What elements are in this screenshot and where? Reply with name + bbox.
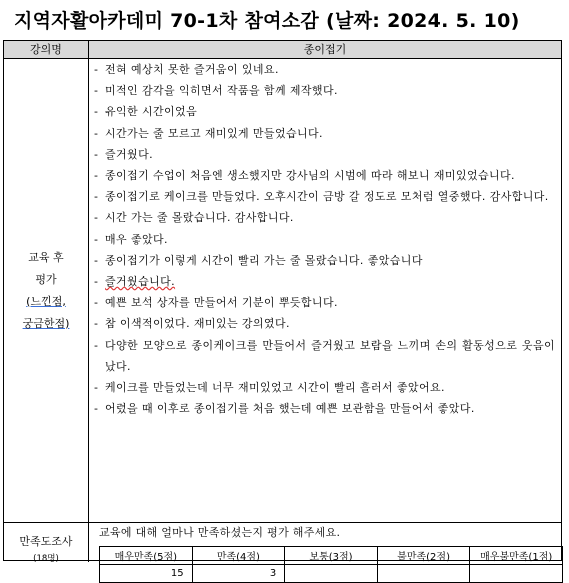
very-satisfied-value: 15 [100,565,193,583]
comment-item: - 매우 좋았다. [94,229,555,250]
comment-item: - 유익한 시간이었음 [94,101,555,122]
satisfaction-cell [89,522,561,579]
satisfied-header: 만족(4점) [192,547,285,565]
comment-item: - 어렸을 때 이후로 종이접기를 처음 했는데 예쁜 보관함을 만들어서 좋았다. [94,398,555,419]
comment-item: - 즐거웠습니다. [94,271,555,292]
page-title: 지역자활아카데미 70-1차 참여소감 (날짜: 2024. 5. 10) [14,10,520,32]
dissatisfied-header: 불만족(2점) [377,547,470,565]
comment-item: - 시간가는 줄 모르고 재미있게 만들었습니다. [94,123,555,144]
satisfaction-label-cell [4,522,89,562]
comment-item: - 미적인 감각을 익히면서 작품을 함께 제작했다. [94,80,555,101]
dissatisfied-value [377,565,470,583]
label-line-2: 평가 [35,272,57,286]
respondent-count: (18명) [33,554,59,564]
comment-item: - 시간 가는 줄 몰랐습니다. 감사합니다. [94,207,555,228]
evaluation-label-cell [4,59,89,522]
very-dissatisfied-value [470,565,563,583]
evaluation-label [23,247,70,335]
comment-item: - 전혀 예상치 못한 즐거움이 있네요. [94,59,555,80]
comment-item: - 예쁜 보석 상자를 만들어서 기분이 뿌듯합니다. [94,292,555,313]
label-line-4: 궁금한점) [22,316,70,330]
comment-item: - 다양한 모양으로 종이케이크를 만들어서 즐거웠고 보람을 느끼며 손의 활동성으로 웃음이 났다. [94,335,555,377]
satisfaction-question: 교육에 대해 얼마나 만족하셨는지 평가 해주세요. [99,526,341,539]
comment-item: - 케이크를 만들었는데 너무 재미있었고 시간이 빨리 흘러서 좋았어요. [94,377,555,398]
label-line-3: (느낀점, [26,294,66,308]
evaluation-table [3,40,562,579]
comments-list [94,59,555,419]
header-lecture-name: 강의명 [4,41,89,59]
satisfaction-header-row [100,547,563,565]
comment-item: - 종이접기로 케이크를 만들었다. 오후시간이 금방 갈 정도로 모처럼 열중했다. 감사합니다. [94,186,555,207]
comment-item: - 참 이색적이었다. 재미있는 강의였다. [94,313,555,334]
header-lecture-title: 종이접기 [303,43,347,56]
label-line-1: 교육 후 [28,250,64,264]
comment-item: - 즐거웠다. [94,144,555,165]
satisfaction-label: 만족도조사 [19,535,73,548]
very-satisfied-header: 매우만족(5점) [100,547,193,565]
neutral-value [285,565,378,583]
very-dissatisfied-header: 매우불만족(1점) [470,547,563,565]
satisfied-value: 3 [192,565,285,583]
comments-cell [89,59,561,522]
satisfaction-value-row [100,565,563,583]
comment-item: - 종이접기 수업이 처음엔 생소했지만 강사님의 시범에 따라 해보니 재미있었습니다. [94,165,555,186]
comment-item: - 종이접기가 이렇게 시간이 빨리 가는 줄 몰랐습니다. 좋았습니다 [94,250,555,271]
neutral-header: 보통(3점) [285,547,378,565]
header-row [4,41,561,59]
